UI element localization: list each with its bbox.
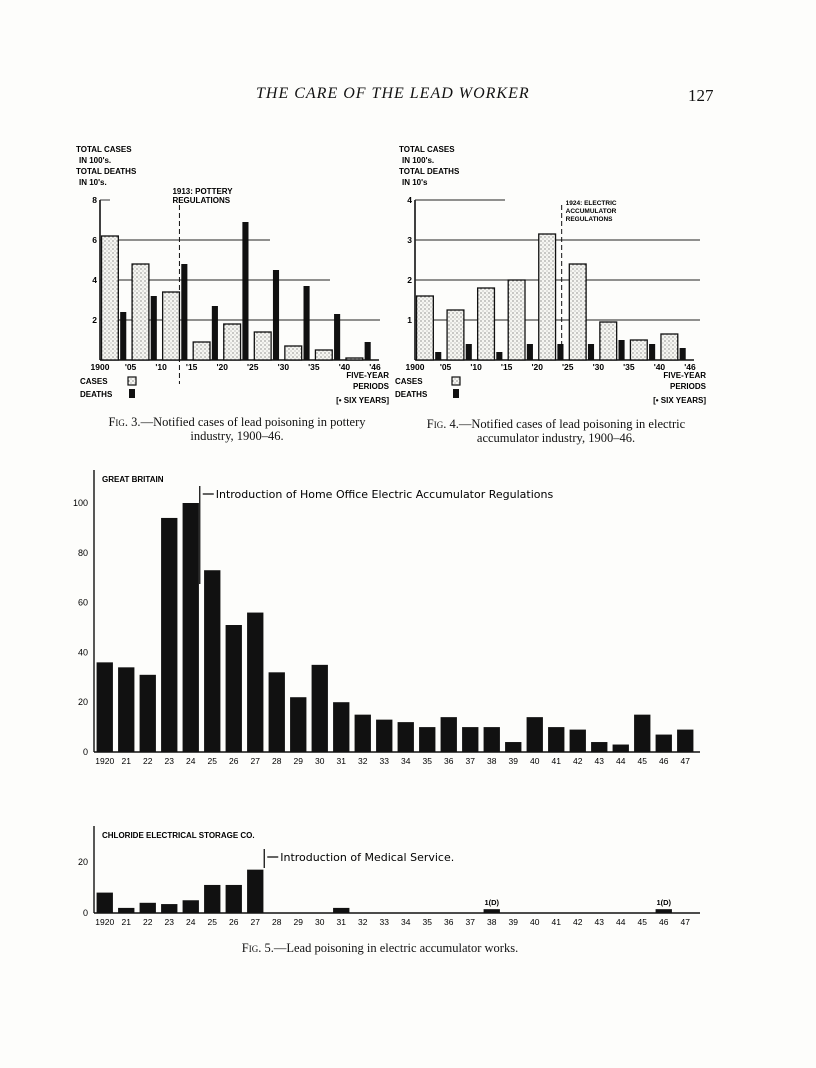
fig3-cases-bar <box>163 292 180 360</box>
fig3-cases-bar <box>193 342 210 360</box>
fig4-ylabel: IN 100's. <box>402 156 435 165</box>
fig5b-x-tick: 22 <box>143 917 153 927</box>
fig5a-x-tick: 34 <box>401 756 411 766</box>
fig4-y-tick: 1 <box>407 315 412 325</box>
fig5b-annotation: Introduction of Medical Service. <box>280 851 455 864</box>
fig5b-bar <box>97 893 113 913</box>
fig5a-bar <box>312 665 328 752</box>
fig4-chart <box>395 145 707 405</box>
fig5b-x-tick: 24 <box>186 917 196 927</box>
fig5-caption-label: Fig. 5. <box>241 941 274 955</box>
fig5a-x-tick: 24 <box>186 756 196 766</box>
fig3-x-tick: '46 <box>369 362 381 372</box>
fig4-deaths-bar <box>496 352 502 360</box>
fig5a-y-tick: 80 <box>77 547 88 558</box>
fig4-legend-deaths: DEATHS <box>395 390 428 399</box>
fig4-cases-bar <box>661 334 678 360</box>
fig5b-bar <box>118 908 134 913</box>
fig4-ylabel: IN 10's <box>402 178 428 187</box>
fig4-deaths-bar <box>527 344 533 360</box>
fig5a-x-tick: 43 <box>594 756 604 766</box>
fig5a-y-tick: 20 <box>77 697 88 708</box>
fig3-ylabel: IN 10's. <box>79 178 107 187</box>
fig5b-x-tick: 26 <box>229 917 239 927</box>
fig3-legend-deaths: DEATHS <box>80 390 113 399</box>
fig4-annotation: REGULATIONS <box>565 216 613 223</box>
fig4-ylabel: TOTAL DEATHS <box>399 167 460 176</box>
fig3-x-tick: '30 <box>277 362 290 372</box>
fig5a-bar <box>204 570 220 752</box>
fig5a-annotation: Introduction of Home Office Electric Accumulator Regulations <box>215 488 554 501</box>
fig3-cases-bar <box>102 236 119 360</box>
fig3-deaths-bar <box>365 342 371 360</box>
fig5a-bar <box>118 667 134 752</box>
fig5a-y-tick: 60 <box>77 597 88 608</box>
fig4-deaths-bar <box>466 344 472 360</box>
fig5b-x-tick: 37 <box>465 917 475 927</box>
fig5-caption-text: —Lead poisoning in electric accumulator works. <box>273 941 519 955</box>
fig5b-bar <box>656 909 672 913</box>
fig5a-x-tick: 45 <box>637 756 647 766</box>
fig3-caption <box>92 415 382 443</box>
fig4-x-tick: '30 <box>592 362 605 372</box>
fig4-cases-bar <box>630 340 647 360</box>
fig4-y-tick: 3 <box>407 235 412 245</box>
fig5a-x-tick: 36 <box>444 756 454 766</box>
fig5a-bar <box>247 613 263 752</box>
fig5b-bar <box>204 885 220 913</box>
fig5b-x-tick: 40 <box>530 917 540 927</box>
fig5a-bar <box>634 715 650 752</box>
fig5a-x-tick: 42 <box>573 756 583 766</box>
fig5a-x-tick: 26 <box>229 756 239 766</box>
fig5b-bar <box>226 885 242 913</box>
fig3-y-tick: 4 <box>92 275 97 285</box>
fig4-deaths-bar <box>649 344 655 360</box>
fig5-chloride-chart <box>78 826 700 927</box>
fig3-cases-bar <box>254 332 271 360</box>
fig3-y-tick: 2 <box>92 315 97 325</box>
fig5b-x-tick: 43 <box>594 917 604 927</box>
fig4-cases-bar <box>478 288 495 360</box>
fig3-x-tick: '25 <box>247 362 259 372</box>
fig5b-x-tick: 21 <box>121 917 131 927</box>
fig5a-x-tick: 22 <box>143 756 153 766</box>
fig5a-bar <box>226 625 242 752</box>
fig5-caption <box>180 941 580 955</box>
fig5b-bar <box>247 870 263 913</box>
fig3-x-tick: '15 <box>185 362 198 372</box>
fig5b-x-tick: 42 <box>573 917 583 927</box>
fig4-cases-bar <box>508 280 525 360</box>
fig5a-x-tick: 33 <box>379 756 389 766</box>
fig3-caption-label: Fig. 3. <box>108 415 141 429</box>
fig4-x-tick: 1900 <box>405 362 425 372</box>
fig5a-x-tick: 31 <box>336 756 346 766</box>
fig3-x-tick: '10 <box>155 362 167 372</box>
fig5a-x-tick: 1920 <box>95 756 115 766</box>
fig5a-y-tick: 40 <box>77 647 88 658</box>
fig3-deaths-bar <box>120 312 126 360</box>
fig5a-bar <box>591 742 607 752</box>
fig4-xlabel: [• SIX YEARS] <box>653 396 706 405</box>
fig4-x-tick: '05 <box>439 362 452 372</box>
fig4-x-tick: '15 <box>500 362 513 372</box>
fig3-deaths-bar <box>242 222 248 360</box>
fig5-great-britain-chart <box>73 470 700 766</box>
fig3-caption-text: —Notified cases of lead poisoning in pottery industry, 1900–46. <box>140 415 366 443</box>
fig4-legend-cases-swatch <box>452 377 460 385</box>
fig3-deaths-bar <box>212 306 218 360</box>
fig5b-x-tick: 28 <box>272 917 282 927</box>
fig3-deaths-bar <box>273 270 279 360</box>
fig3-x-tick: '05 <box>124 362 137 372</box>
fig5a-y-tick: 0 <box>82 747 88 757</box>
fig5a-bar <box>462 727 478 752</box>
fig3-y-tick: 6 <box>92 235 97 245</box>
fig5b-x-tick: 41 <box>551 917 561 927</box>
fig5b-x-tick: 33 <box>379 917 389 927</box>
fig4-cases-bar <box>569 264 586 360</box>
page-number: 127 <box>688 86 714 105</box>
fig4-deaths-bar <box>680 348 686 360</box>
fig4-x-tick: '40 <box>653 362 666 372</box>
fig5b-x-tick: 34 <box>401 917 411 927</box>
fig5a-bar <box>290 697 306 752</box>
fig3-chart <box>76 145 390 405</box>
fig5b-x-tick: 32 <box>358 917 368 927</box>
fig5b-x-tick: 25 <box>207 917 217 927</box>
fig3-deaths-bar <box>181 264 187 360</box>
fig3-cases-bar <box>346 358 363 360</box>
fig5a-x-tick: 44 <box>616 756 626 766</box>
fig5a-title: GREAT BRITAIN <box>102 475 164 484</box>
fig4-y-tick: 4 <box>407 195 412 205</box>
fig5b-x-tick: 31 <box>336 917 346 927</box>
fig4-xlabel: PERIODS <box>669 382 706 391</box>
fig4-legend-deaths-swatch <box>453 389 459 398</box>
fig3-cases-bar <box>285 346 302 360</box>
fig5a-x-tick: 27 <box>250 756 260 766</box>
fig3-xlabel: PERIODS <box>352 382 389 391</box>
fig4-x-tick: '46 <box>684 362 696 372</box>
fig5a-x-tick: 37 <box>465 756 475 766</box>
fig4-caption <box>396 417 716 445</box>
fig5a-x-tick: 39 <box>508 756 518 766</box>
fig5a-x-tick: 30 <box>315 756 325 766</box>
fig5b-x-tick: 30 <box>315 917 325 927</box>
fig4-xlabel: FIVE-YEAR <box>663 371 706 380</box>
fig3-ylabel: TOTAL DEATHS <box>76 167 137 176</box>
fig3-y-tick: 8 <box>92 195 97 205</box>
fig5b-x-tick: 45 <box>637 917 647 927</box>
fig3-xlabel: FIVE-YEAR <box>346 371 389 380</box>
fig5a-bar <box>656 735 672 752</box>
fig5b-bar <box>161 904 177 913</box>
fig4-ylabel: TOTAL CASES <box>399 145 455 154</box>
fig5b-bar <box>183 900 199 913</box>
fig4-x-tick: '25 <box>562 362 574 372</box>
fig5a-bar <box>570 730 586 752</box>
fig5a-bar <box>505 742 521 752</box>
fig5a-x-tick: 47 <box>680 756 690 766</box>
fig5a-x-tick: 21 <box>121 756 131 766</box>
fig5b-x-tick: 44 <box>616 917 626 927</box>
fig4-caption-text: —Notified cases of lead poisoning in electric accumulator industry, 1900–46. <box>458 417 686 445</box>
fig3-cases-bar <box>315 350 332 360</box>
running-header-title: THE CARE OF THE LEAD WORKER <box>256 85 530 102</box>
fig5b-x-tick: 47 <box>680 917 690 927</box>
fig5a-bar <box>183 503 199 752</box>
fig4-deaths-bar <box>557 344 563 360</box>
fig5a-bar <box>140 675 156 752</box>
fig5a-bar <box>419 727 435 752</box>
fig5a-bar <box>441 717 457 752</box>
fig3-annotation: REGULATIONS <box>172 196 231 205</box>
fig5b-x-tick: 27 <box>250 917 260 927</box>
fig5b-y-tick: 20 <box>77 857 88 867</box>
fig3-x-tick: '40 <box>338 362 351 372</box>
fig4-annotation: 1924: ELECTRIC <box>565 200 617 207</box>
fig4-x-tick: '20 <box>531 362 543 372</box>
fig4-x-tick: '35 <box>623 362 635 372</box>
fig5a-x-tick: 35 <box>422 756 432 766</box>
fig5b-title: CHLORIDE ELECTRICAL STORAGE CO. <box>102 831 255 840</box>
fig5b-x-tick: 38 <box>487 917 497 927</box>
fig5a-x-tick: 23 <box>164 756 174 766</box>
fig5a-bar <box>355 715 371 752</box>
fig5a-x-tick: 38 <box>487 756 497 766</box>
fig3-deaths-bar <box>304 286 310 360</box>
fig3-cases-bar <box>132 264 149 360</box>
fig5b-bar <box>140 903 156 913</box>
fig4-cases-bar <box>417 296 434 360</box>
fig5b-x-tick: 39 <box>508 917 518 927</box>
fig5b-bar-note: 1(D) <box>484 898 500 908</box>
fig5a-bar <box>398 722 414 752</box>
fig3-ylabel: TOTAL CASES <box>76 145 132 154</box>
fig5a-x-tick: 29 <box>293 756 303 766</box>
fig5a-bar <box>376 720 392 752</box>
fig5a-bar <box>484 727 500 752</box>
fig5b-bar-note: 1(D) <box>656 898 672 908</box>
fig5a-bar <box>161 518 177 752</box>
fig4-x-tick: '10 <box>470 362 482 372</box>
fig5a-bar <box>613 745 629 752</box>
fig5a-bar <box>548 727 564 752</box>
fig5b-x-tick: 1920 <box>95 917 115 927</box>
fig5b-bar <box>333 908 349 913</box>
fig5b-x-tick: 23 <box>164 917 174 927</box>
fig3-cases-bar <box>224 324 241 360</box>
fig5b-x-tick: 35 <box>422 917 432 927</box>
fig3-legend-cases: CASES <box>80 377 108 386</box>
fig4-y-tick: 2 <box>407 275 412 285</box>
fig5a-x-tick: 32 <box>358 756 368 766</box>
fig3-x-tick: '20 <box>216 362 228 372</box>
fig4-deaths-bar <box>435 352 441 360</box>
fig4-cases-bar <box>539 234 556 360</box>
fig5a-bar <box>269 672 285 752</box>
fig4-annotation: ACCUMULATOR <box>565 208 617 215</box>
fig3-legend-deaths-swatch <box>129 389 135 398</box>
fig4-cases-bar <box>600 322 617 360</box>
fig5b-x-tick: 46 <box>659 917 669 927</box>
fig5a-bar <box>527 717 543 752</box>
fig5a-x-tick: 46 <box>659 756 669 766</box>
fig3-deaths-bar <box>334 314 340 360</box>
fig4-deaths-bar <box>588 344 594 360</box>
fig5b-bar <box>484 909 500 913</box>
fig3-deaths-bar <box>151 296 157 360</box>
fig5a-bar <box>677 730 693 752</box>
fig4-cases-bar <box>447 310 464 360</box>
fig3-annotation: 1913: POTTERY <box>172 187 233 196</box>
fig5a-x-tick: 41 <box>551 756 561 766</box>
fig3-legend-cases-swatch <box>128 377 136 385</box>
fig4-legend-cases: CASES <box>395 377 423 386</box>
fig4-deaths-bar <box>619 340 625 360</box>
fig5a-y-tick: 100 <box>72 498 88 508</box>
fig5b-y-tick: 0 <box>82 908 88 918</box>
fig3-ylabel: IN 100's. <box>79 156 112 165</box>
fig5a-bar <box>97 662 113 752</box>
fig5a-x-tick: 25 <box>207 756 217 766</box>
fig3-x-tick: '35 <box>308 362 320 372</box>
fig5a-x-tick: 40 <box>530 756 540 766</box>
fig5a-bar <box>333 702 349 752</box>
fig5b-x-tick: 36 <box>444 917 454 927</box>
fig3-xlabel: [• SIX YEARS] <box>336 396 389 405</box>
fig4-caption-label: Fig. 4. <box>426 417 459 431</box>
fig3-x-tick: 1900 <box>90 362 110 372</box>
fig5b-x-tick: 29 <box>293 917 303 927</box>
fig5a-x-tick: 28 <box>272 756 282 766</box>
